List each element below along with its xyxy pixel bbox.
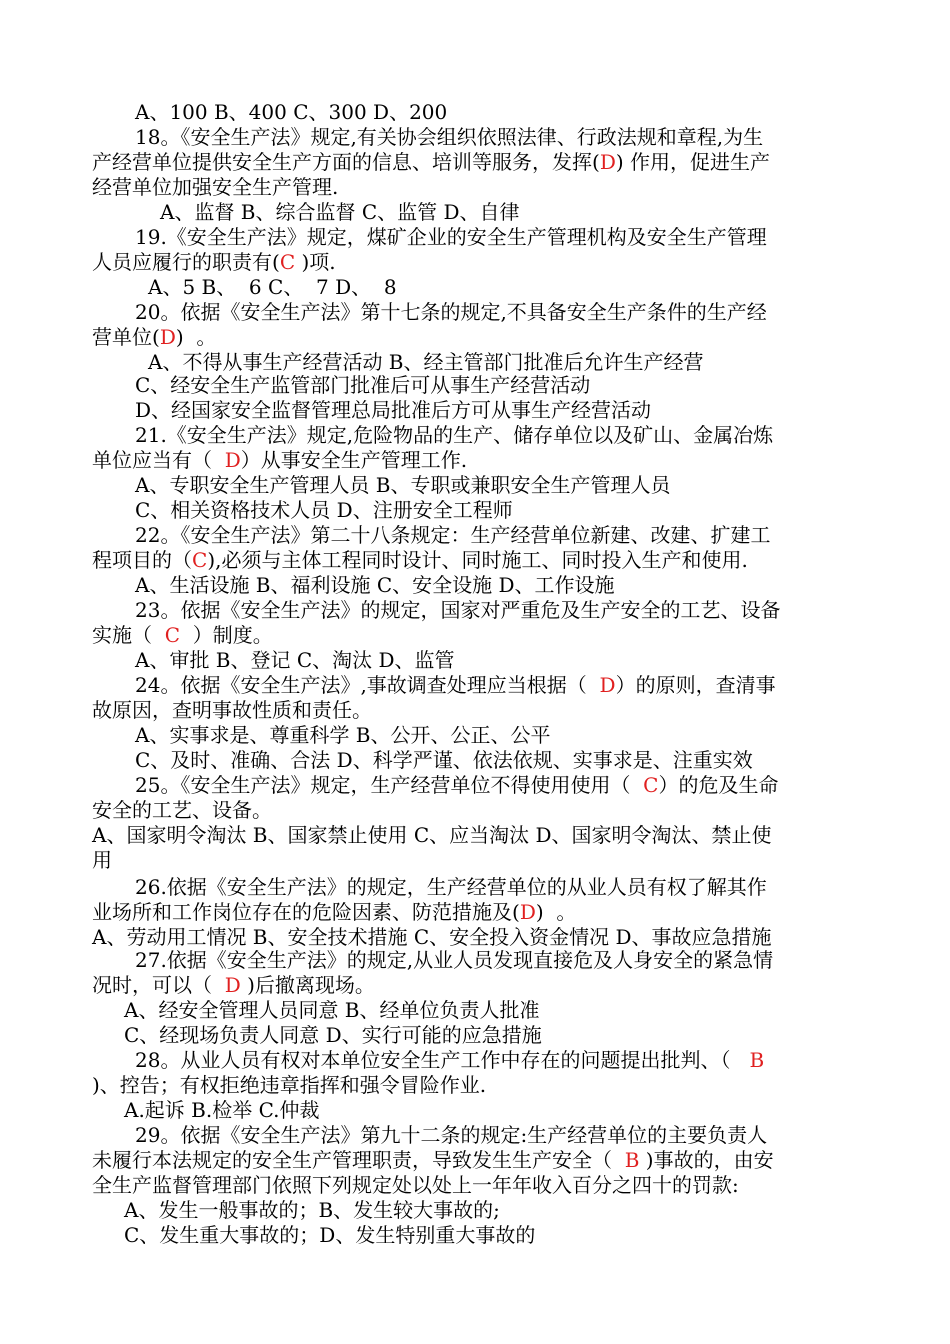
text-line bbox=[135, 723, 551, 748]
text-segment: 故原因，查明事故性质和责任。 bbox=[92, 698, 372, 722]
text-segment: A、100 B、400 C、300 D、200 bbox=[135, 100, 448, 124]
text-line bbox=[135, 300, 767, 325]
text-line bbox=[92, 1073, 486, 1098]
text-line bbox=[92, 250, 336, 275]
text-line bbox=[92, 623, 273, 648]
text-line bbox=[92, 175, 338, 200]
text-segment: 况时，可以（ bbox=[92, 973, 225, 997]
text-segment: A、国家明令淘汰 B、国家禁止使用 C、应当淘汰 D、国家明令淘汰、禁止使 bbox=[92, 823, 772, 847]
text-segment: )、控告；有权拒绝违章指挥和强令冒险作业. bbox=[92, 1073, 487, 1097]
text-line bbox=[92, 448, 467, 473]
text-segment: C、及时、准确、合法 D、科学严谨、依法依规、实事求是、注重实效 bbox=[135, 748, 753, 772]
answer-mark: B bbox=[624, 1148, 640, 1172]
text-line bbox=[92, 973, 375, 998]
text-line bbox=[135, 125, 763, 150]
text-segment: 业场所和工作岗位存在的危险因素、防范措施及( bbox=[92, 900, 520, 924]
text-line bbox=[92, 848, 112, 873]
text-line bbox=[135, 100, 447, 125]
text-line bbox=[135, 773, 778, 798]
text-segment: 程项目的（ bbox=[92, 548, 192, 572]
text-line bbox=[135, 523, 770, 548]
text-line bbox=[92, 548, 748, 573]
text-segment: 安全的工艺、设备。 bbox=[92, 798, 272, 822]
text-segment: 18。《安全生产法》规定,有关协会组织依照法律、行政法规和章程,为生 bbox=[135, 125, 764, 149]
text-line bbox=[135, 748, 753, 773]
text-segment: 用 bbox=[92, 848, 112, 872]
text-segment: 实施（ bbox=[92, 623, 165, 647]
text-segment: )后撤离现场。 bbox=[240, 973, 375, 997]
answer-mark: C bbox=[643, 773, 659, 797]
text-segment: A、不得从事生产经营活动 B、经主管部门批准后允许生产经营 bbox=[148, 350, 704, 374]
text-segment: 营单位( bbox=[92, 325, 160, 349]
text-line bbox=[92, 150, 770, 175]
text-segment: A、生活设施 B、福利设施 C、安全设施 D、工作设施 bbox=[135, 573, 615, 597]
text-segment: ) 。 bbox=[175, 325, 217, 349]
answer-mark: D bbox=[599, 673, 616, 697]
text-segment: A、监督 B、综合监督 C、监管 D、自律 bbox=[160, 200, 520, 224]
text-segment: ）制度。 bbox=[180, 623, 273, 647]
text-segment: 23。依据《安全生产法》的规定，国家对严重危及生产安全的工艺、设备 bbox=[135, 598, 781, 622]
text-line bbox=[135, 498, 513, 523]
text-line bbox=[135, 1048, 764, 1073]
text-line bbox=[135, 875, 767, 900]
text-line bbox=[135, 373, 590, 398]
text-line bbox=[124, 1023, 542, 1048]
text-segment: 28。从业人员有权对本单位安全生产工作中存在的问题提出批判、（ bbox=[135, 1048, 750, 1072]
text-segment: C、相关资格技术人员 D、注册安全工程师 bbox=[135, 498, 513, 522]
text-line bbox=[92, 1148, 774, 1173]
text-line bbox=[124, 1223, 535, 1248]
text-segment: 单位应当有（ bbox=[92, 448, 225, 472]
text-segment: 29。依据《安全生产法》第九十二条的规定:生产经营单位的主要负责人 bbox=[135, 1123, 768, 1147]
answer-mark: D bbox=[599, 150, 616, 174]
text-segment: )事故的，由安 bbox=[639, 1148, 774, 1172]
answer-mark: C bbox=[192, 548, 208, 572]
text-segment: 20。依据《安全生产法》第十七条的规定,不具备安全生产条件的生产经 bbox=[135, 300, 767, 324]
text-segment: 27.依据《安全生产法》的规定,从业人员发现直接危及人身安全的紧急情 bbox=[135, 948, 774, 972]
text-line bbox=[92, 900, 576, 925]
text-segment: D、经国家安全监督管理总局批准后方可从事生产经营活动 bbox=[135, 398, 652, 422]
text-line bbox=[92, 1173, 739, 1198]
text-line bbox=[124, 998, 540, 1023]
text-segment: ）从事安全生产管理工作. bbox=[240, 448, 468, 472]
text-segment: A、劳动用工情况 B、安全技术措施 C、安全投入资金情况 D、事故应急措施 bbox=[92, 925, 772, 949]
text-line bbox=[124, 1198, 500, 1223]
answer-mark: D bbox=[159, 325, 176, 349]
text-segment: A.起诉 B.检举 C.仲裁 bbox=[124, 1098, 320, 1122]
text-segment: A、审批 B、登记 C、淘汰 D、监管 bbox=[135, 648, 455, 672]
answer-mark: D bbox=[224, 448, 241, 472]
text-line bbox=[124, 1098, 320, 1123]
text-segment: ）的原则，查清事 bbox=[615, 673, 776, 697]
text-segment: 经营单位加强安全生产管理. bbox=[92, 175, 339, 199]
text-line bbox=[135, 948, 773, 973]
text-line bbox=[135, 225, 767, 250]
text-line bbox=[135, 398, 651, 423]
text-segment: 21.《安全生产法》规定,危险物品的生产、储存单位以及矿山、金属冶炼 bbox=[135, 423, 774, 447]
text-line bbox=[135, 573, 615, 598]
answer-mark: D bbox=[224, 973, 241, 997]
text-line bbox=[160, 200, 520, 225]
text-segment: C、发生重大事故的；D、发生特别重大事故的 bbox=[124, 1223, 536, 1247]
answer-mark: B bbox=[749, 1048, 765, 1072]
text-line bbox=[92, 698, 372, 723]
text-segment: 25。《安全生产法》规定，生产经营单位不得使用使用（ bbox=[135, 773, 644, 797]
text-line bbox=[92, 925, 772, 950]
text-line bbox=[135, 473, 671, 498]
text-line bbox=[135, 673, 776, 698]
text-segment: C、经现场负责人同意 D、实行可能的应急措施 bbox=[124, 1023, 542, 1047]
answer-mark: D bbox=[519, 900, 536, 924]
text-line bbox=[135, 598, 780, 623]
text-line bbox=[135, 423, 773, 448]
text-segment: ) 作用，促进生产 bbox=[615, 150, 771, 174]
text-segment: A、5 B、 6 C、 7 D、 8 bbox=[148, 275, 397, 299]
text-segment: ）的危及生命 bbox=[658, 773, 779, 797]
text-line bbox=[135, 648, 455, 673]
text-segment: A、专职安全生产管理人员 B、专职或兼职安全生产管理人员 bbox=[135, 473, 671, 497]
text-segment: 未履行本法规定的安全生产管理职责，导致发生生产安全（ bbox=[92, 1148, 625, 1172]
text-line bbox=[92, 823, 772, 848]
text-line bbox=[92, 325, 216, 350]
answer-mark: C bbox=[279, 250, 296, 274]
text-segment: ),必须与主体工程同时设计、同时施工、同时投入生产和使用. bbox=[207, 548, 748, 572]
text-segment: 全生产监督管理部门依照下列规定处以处上一年年收入百分之四十的罚款: bbox=[92, 1173, 739, 1197]
text-segment: )项. bbox=[295, 250, 336, 274]
answer-mark: C bbox=[164, 623, 181, 647]
text-segment: A、经安全管理人员同意 B、经单位负责人批准 bbox=[124, 998, 540, 1022]
text-segment: 24。依据《安全生产法》,事故调查处理应当根据（ bbox=[135, 673, 600, 697]
text-line bbox=[148, 275, 397, 300]
text-line bbox=[148, 350, 704, 375]
text-segment: ) 。 bbox=[535, 900, 577, 924]
text-line bbox=[92, 798, 272, 823]
text-segment: A、实事求是、尊重科学 B、公开、公正、公平 bbox=[135, 723, 551, 747]
text-line bbox=[135, 1123, 767, 1148]
text-segment: 22。《安全生产法》第二十八条规定：生产经营单位新建、改建、扩建工 bbox=[135, 523, 771, 547]
text-segment: 26.依据《安全生产法》的规定，生产经营单位的从业人员有权了解其作 bbox=[135, 875, 767, 899]
text-segment: C、经安全生产监管部门批准后可从事生产经营活动 bbox=[135, 373, 591, 397]
text-segment: 19.《安全生产法》规定，煤矿企业的安全生产管理机构及安全生产管理 bbox=[135, 225, 767, 249]
text-segment: 人员应履行的职责有( bbox=[92, 250, 280, 274]
text-segment: A、发生一般事故的；B、发生较大事故的; bbox=[124, 1198, 500, 1222]
text-segment: 产经营单位提供安全生产方面的信息、培训等服务，发挥( bbox=[92, 150, 600, 174]
